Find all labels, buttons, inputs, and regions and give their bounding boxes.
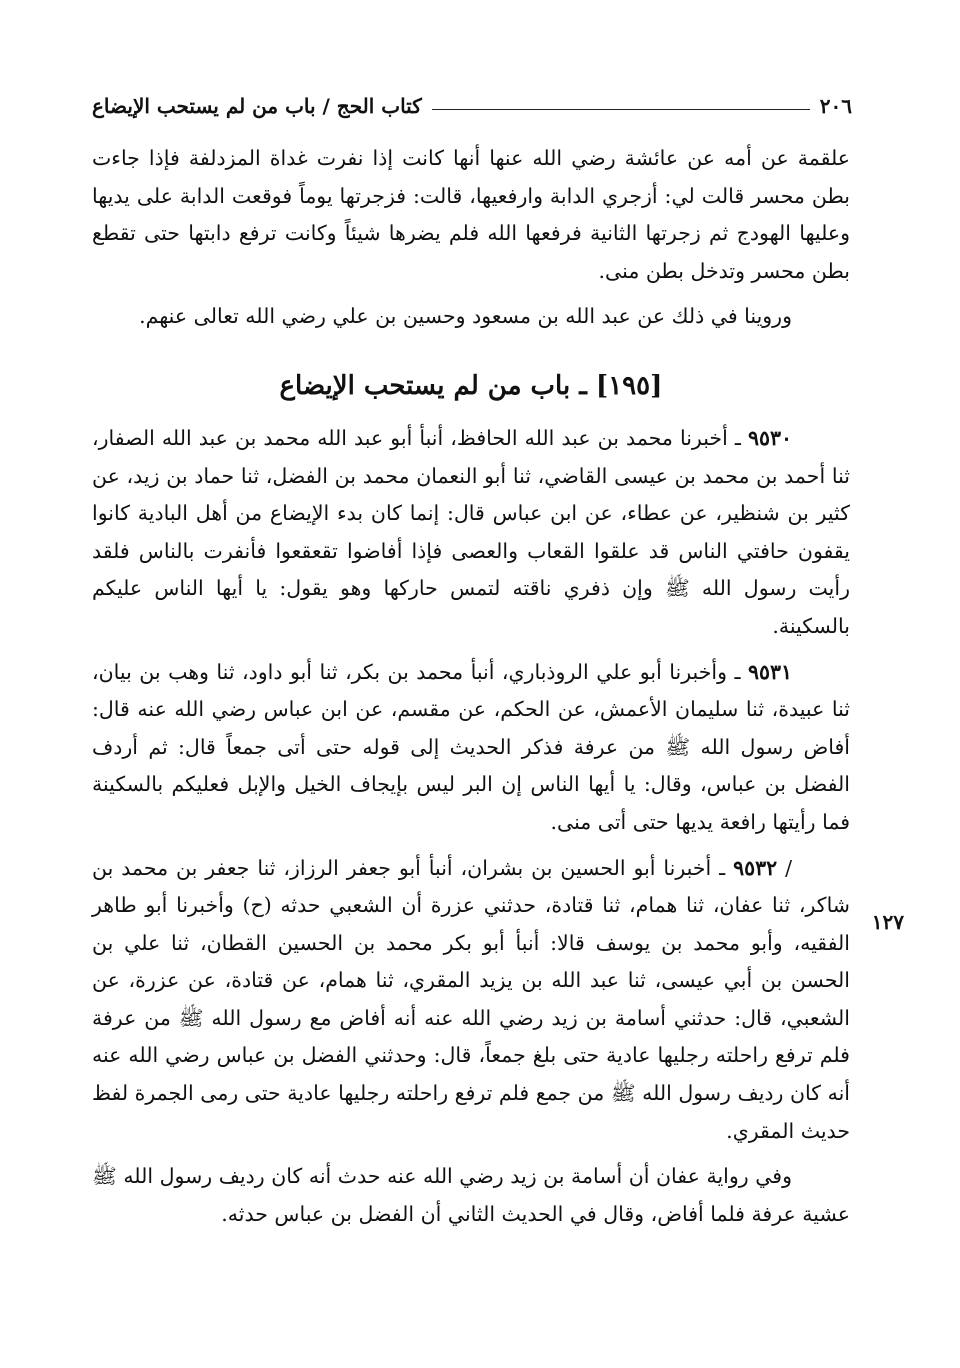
hadith-9531 xyxy=(92,654,850,842)
hadith-number: ٩٥٣٢ xyxy=(733,855,778,880)
hadith-number: ٩٥٣١ xyxy=(747,659,792,684)
page-number: ٢٠٦ xyxy=(819,94,852,118)
page-break-mark: / xyxy=(785,855,792,880)
hadith-9532 xyxy=(92,850,850,1151)
page-header xyxy=(92,78,852,118)
hadith-text: ـ أخبرنا أبو الحسين بن بشران، أنبأ أبو جعفر الرزاز، ثنا جعفر بن محمد بن شاكر، ثنا عفان، ثنا همام، ثنا قتادة، حدثني عزرة أن الشعبي حدثه (ح) وأخبرنا أبو طاهر الفقيه، وأبو محمد بن يوسف قالا: أنبأ أبو بكر محمد بن الحسين القطان، ثنا علي بن الحسن بن أبي عيسى، ثنا عبد الله بن يزيد المقري، ثنا همام، عن قتادة، عن عزرة، عن الشعبي، قال: حدثني أسامة بن زيد رضي الله عنه أنه أفاض مع رسول الله ﷺ من عرفة فلم ترفع راحلته رجليها عادية حتى بلغ جمعاً، قال: وحدثني الفضل بن عباس رضي الله عنه أنه كان رديف رسول الله ﷺ من جمع فلم ترفع راحلته رجليها عادية حتى رمى الجمرة لفظ حديث المقري. xyxy=(92,855,850,1143)
hadith-9530 xyxy=(92,420,850,646)
section-title: [١٩٥] ـ باب من لم يستحب الإيضاع xyxy=(279,370,663,401)
hadith-number: ٩٥٣٠ xyxy=(747,425,792,450)
closing-paragraph: وفي رواية عفان أن أسامة بن زيد رضي الله عنه حدث أنه كان رديف رسول الله ﷺ عشية عرفة فلما أفاض، وقال في الحديث الثاني أن الفضل بن عباس حدثه. xyxy=(92,1164,850,1226)
margin-page-reference: ١٢٧ xyxy=(871,910,904,934)
hadith-text: ـ وأخبرنا أبو علي الروذباري، أنبأ محمد بن بكر، ثنا أبو داود، ثنا وهب بن بيان، ثنا عبيدة، ثنا سليمان الأعمش، عن الحكم، عن مقسم، عن ابن عباس رضي الله عنه قال: أفاض رسول الله ﷺ من عرفة فذكر الحديث إلى قوله حتى أتى جمعاً قال: ثم أردف الفضل بن عباس، وقال: يا أيها الناس إن البر ليس بإيجاف الخيل والإبل فعليكم بالسكينة فما رأيتها رافعة يديها حتى أتى منى. xyxy=(92,659,850,834)
header-rule xyxy=(432,109,810,110)
intro-paragraph-1: علقمة عن أمه عن عائشة رضي الله عنها أنها كانت إذا نفرت غداة المزدلفة فإذا جاءت بطن محسر قالت لي: أزجري الدابة وارفعيها، قالت: فزجرتها يوماً فوقعت الدابة على يديها وعليها الهودج ثم زجرتها الثانية فرفعها الله فلم يضرها شيئاً وكانت ترفع دابتها حتى تقطع بطن محسر وتدخل بطن منى. xyxy=(92,146,850,283)
running-title: كتاب الحج / باب من لم يستحب الإيضاع xyxy=(92,94,422,118)
page-body xyxy=(92,140,850,1241)
hadith-text: ـ أخبرنا محمد بن عبد الله الحافظ، أنبأ أبو عبد الله محمد بن عبد الله الصفار، ثنا أحمد بن محمد بن عيسى القاضي، ثنا أبو النعمان محمد بن الفضل، ثنا حماد بن زيد، عن كثير بن شنظير، عن عطاء، عن ابن عباس قال: إنما كان بدء الإيضاع من أهل البادية كانوا يقفون حافتي الناس قد علقوا القعاب والعصى فإذا أفاضوا تقعقعوا فأنفرت بالناس فلقد رأيت رسول الله ﷺ وإن ذفري ناقته لتمس حاركها وهو يقول: يا أيها الناس عليكم بالسكينة. xyxy=(92,425,850,638)
intro-paragraph-2: وروينا في ذلك عن عبد الله بن مسعود وحسين بن علي رضي الله تعالى عنهم. xyxy=(139,304,792,329)
